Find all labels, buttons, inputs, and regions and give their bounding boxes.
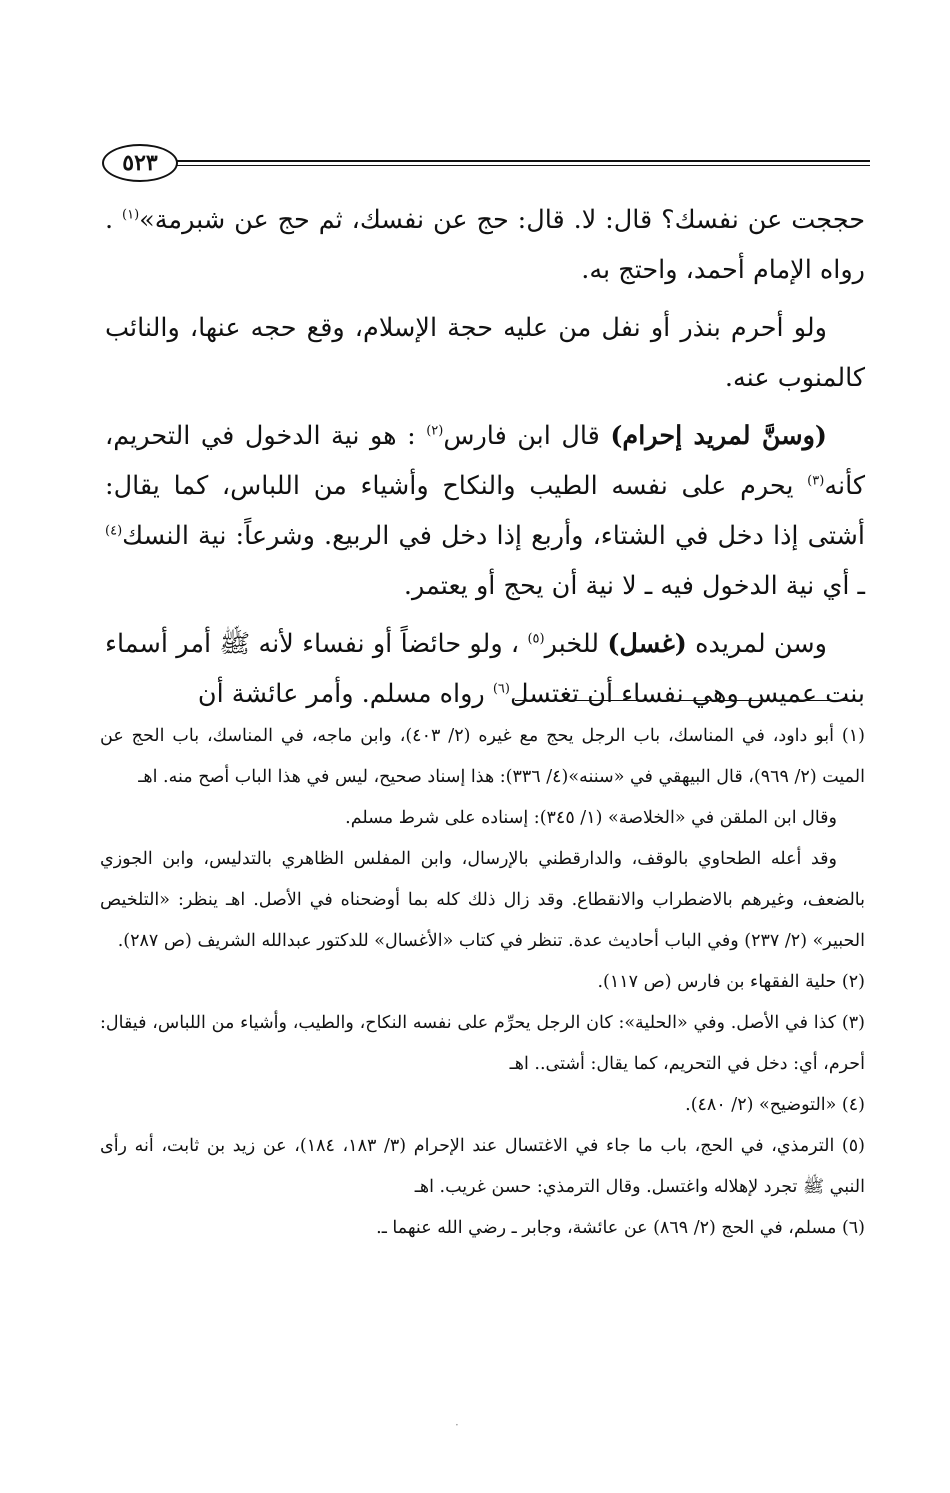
footnote-ref-4: (٤)	[105, 523, 123, 539]
header-rule	[160, 160, 870, 162]
footnote-2: (٢) حلية الفقهاء بن فارس (ص ١١٧).	[597, 972, 865, 992]
p4-keyword: (غسل)	[607, 629, 687, 659]
footnote-ref-6: (٦)	[492, 681, 510, 697]
paragraph-4	[105, 619, 865, 719]
footnote-ref-2: (٢)	[426, 423, 444, 439]
footnote-6: (٦) مسلم، في الحج (٢/ ٨٦٩) عن عائشة، وجابر ـ رضي الله عنهما ـ.	[376, 1218, 865, 1238]
paragraph-1	[105, 195, 865, 295]
header-rule-thin	[160, 165, 870, 166]
p3-a: قال ابن فارس	[443, 421, 611, 451]
p3-d: ـ أي نية الدخول فيه ـ لا نية أن يحج أو يعتمر.	[403, 571, 865, 601]
page-number: ٥٢٣	[102, 144, 178, 182]
p1-text: حججت عن نفسك؟ قال: لا. قال: حج عن نفسك، ثم حج عن شبرمة»	[139, 205, 865, 235]
p3-c: يحرم على نفسه الطيب والنكاح وأشياء من اللباس، كما يقال: أشتى إذا دخل في الشتاء، وأربع إذا دخل في الربيع. وشرعاً: نية النسك	[105, 471, 865, 551]
p4-d: رواه مسلم. وأمر عائشة أن	[197, 679, 493, 709]
paragraph-3	[105, 411, 865, 611]
footnote-1-note-c: وقد أعله الطحاوي بالوقف، والدارقطني بالإرسال، وابن المفلس الظاهري بالتدليس، وابن الجوزي بالضعف، وغيرهم بالاضطراب والانقطاع. وقد زال ذلك كله بما أوضحناه في الأصل. اهـ ينظر: «التلخيص الحبير» (٢/ ٢٣٧) وفي الباب أحاديث عدة. تنظر في كتاب «الأغسال» للدكتور عبدالله الشريف (ص ٢٨٧).	[100, 849, 865, 951]
footnote-ref-3: (٣)	[807, 473, 825, 489]
footnote-1-note-b: وقال ابن الملقن في «الخلاصة» (١/ ٣٤٥): إسناده على شرط مسلم.	[345, 808, 837, 828]
footnote-ref-1: (١)	[122, 207, 140, 223]
p1-after: . رواه الإمام أحمد، واحتج به.	[105, 205, 865, 285]
footnote-4: (٤) «التوضيح» (٢/ ٤٨٠).	[685, 1095, 865, 1115]
paragraph-2: ولو أحرم بنذر أو نفل من عليه حجة الإسلام، وقع حجه عنها، والنائب كالمنوب عنه.	[105, 313, 865, 393]
main-text	[105, 195, 865, 727]
footnotes	[100, 716, 865, 1249]
footnote-3: (٣) كذا في الأصل. وفي «الحلية»: كان الرجل يحرِّم على نفسه النكاح، والطيب، وأشياء من اللباس، فيقال: أحرم، أي: دخل في التحريم، كما يقال: أشتى.. اهـ	[100, 1013, 865, 1074]
footnote-1: (١) أبو داود، في المناسك، باب الرجل يحج مع غيره (٢/ ٤٠٣)، وابن ماجه، في المناسك، باب الحج عن الميت (٢/ ٩٦٩)، قال البيهقي في «سننه»(٤/ ٣٣٦): هذا إسناد صحيح، ليس في هذا الباب أصح منه. اهـ	[100, 726, 865, 787]
footnote-5: (٥) الترمذي، في الحج، باب ما جاء في الاغتسال عند الإحرام (٣/ ١٨٣، ١٨٤)، عن زيد بن ثابت، أنه رأى النبي ﷺ تجرد لإهلاله واغتسل. وقال الترمذي: حسن غريب. اهـ	[100, 1136, 865, 1197]
footnote-ref-5: (٥)	[527, 631, 545, 647]
scan-speck: ·	[455, 1418, 459, 1432]
p4-b: للخبر	[544, 629, 608, 659]
p4-a: وسن لمريده	[686, 629, 827, 659]
p3-b: : هو نية الدخول في التحريم، كأنه	[105, 421, 865, 501]
p3-keyword: (وسنَّ لمريد إحرام)	[610, 421, 827, 451]
page-header	[100, 144, 870, 184]
p4-c: ، ولو حائضاً أو نفساء لأنه ﷺ أمر أسماء بنت عميس وهي نفساء أن تغتسل	[105, 629, 865, 709]
footnote-separator	[515, 700, 860, 701]
